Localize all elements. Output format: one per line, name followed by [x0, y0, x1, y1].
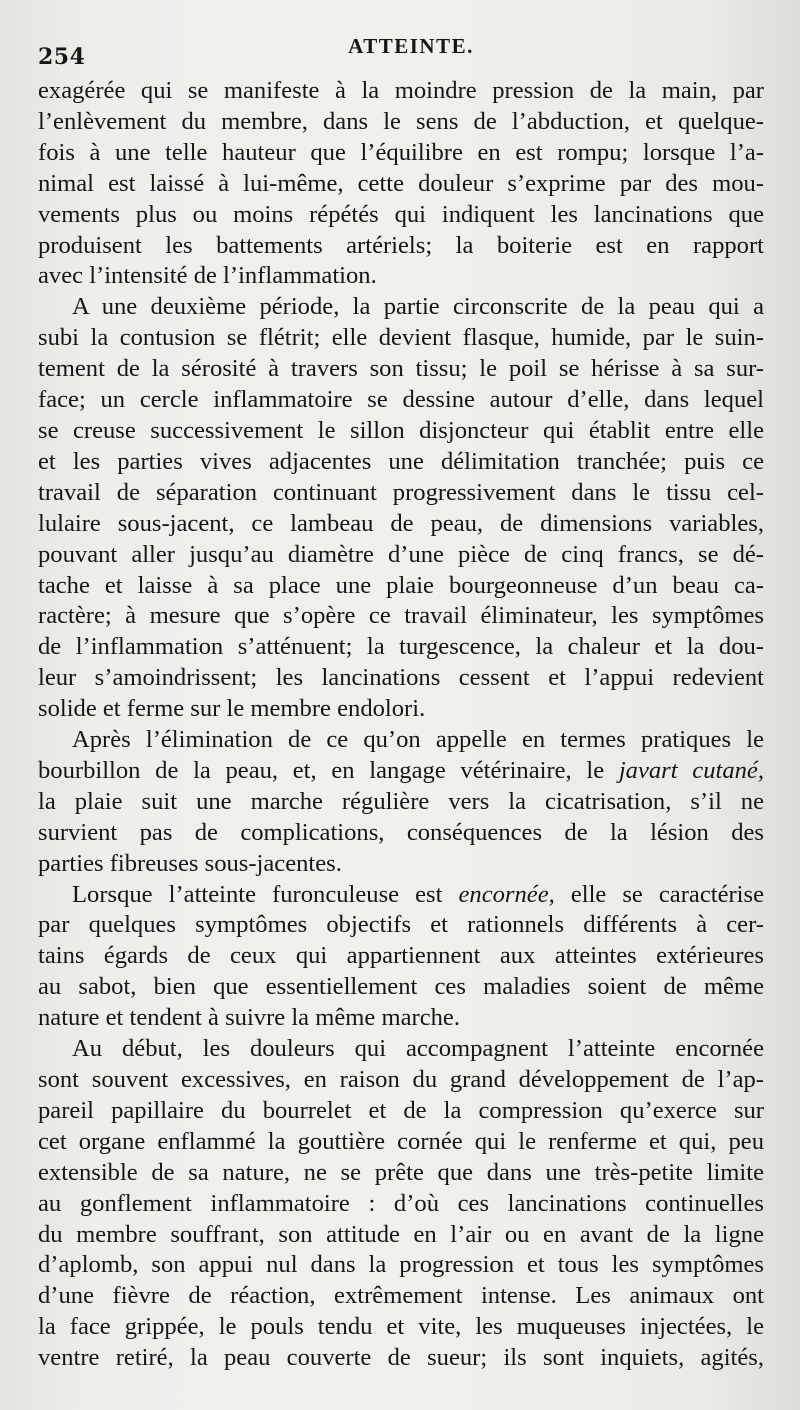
- body-text: [38, 76, 764, 1374]
- text-line: se creuse successivement le sillon disjoncteur qui établit entre elle: [38, 416, 764, 444]
- text-line: la plaie suit une marche régulière vers la cicatrisation, s’il ne: [38, 787, 764, 815]
- text-line: [38, 880, 764, 911]
- text-line: fois à une telle hauteur que l’équilibre en est rompu; lorsque l’a-: [38, 138, 764, 166]
- text-line: avec l’intensité de l’inflammation.: [38, 262, 377, 290]
- text-line: d’aplomb, son appui nul dans la progression et tous les symptômes: [38, 1251, 764, 1279]
- text-line: d’une fièvre de réaction, extrêmement intense. Les animaux ont: [38, 1282, 764, 1310]
- text-line: travail de séparation continuant progressivement dans le tissu cel-: [38, 478, 764, 506]
- italic-term: encornée,: [458, 880, 555, 908]
- text-run: Lorsque l’atteinte furonculeuse est: [72, 880, 459, 908]
- text-line: ractère; à mesure que s’opère ce travail éliminateur, les symptômes: [38, 602, 764, 630]
- page-number: 254: [38, 44, 86, 70]
- text-run: elle se caractérise: [554, 880, 764, 908]
- text-line: tement de la sérosité à travers son tissu; le poil se hérisse à sa sur-: [38, 355, 764, 383]
- text-line: exagérée qui se manifeste à la moindre pression de la main, par: [38, 77, 764, 104]
- paragraph-3: [38, 725, 764, 880]
- text-line: leur s’amoindrissent; les lancinations cessent et l’appui redevient: [38, 664, 764, 692]
- paragraph-1: [38, 76, 764, 292]
- text-line: solide et ferme sur le membre endolori.: [38, 695, 426, 723]
- text-line: extensible de sa nature, ne se prête que dans une très-petite limite: [38, 1158, 764, 1186]
- text-line: produisent les battements artériels; la boiterie est en rapport: [38, 231, 764, 259]
- text-line: tache et laisse à sa place une plaie bourgeonneuse d’un beau ca-: [38, 571, 764, 599]
- text-run: bourbillon de la peau, et, en langage vétérinaire, le: [38, 756, 619, 784]
- running-head: ATTEINTE.: [348, 34, 474, 58]
- text-line: face; un cercle inflammatoire se dessine autour d’elle, dans lequel: [38, 386, 764, 414]
- text-line: tains égards de ceux qui appartiennent aux atteintes extérieures: [38, 942, 764, 970]
- paragraph-5: [38, 1034, 764, 1374]
- text-line: pouvant aller jusqu’au diamètre d’une pièce de cinq francs, se dé-: [38, 540, 764, 568]
- text-line: l’enlèvement du membre, dans le sens de l’abduction, et quelque-: [38, 107, 764, 135]
- text-line: ventre retiré, la peau couverte de sueur; ils sont inquiets, agités,: [38, 1344, 764, 1372]
- paragraph-4: [38, 880, 764, 1035]
- text-line: survient pas de complications, conséquences de la lésion des: [38, 818, 764, 846]
- text-line: parties fibreuses sous-jacentes.: [38, 849, 342, 877]
- text-line: Au début, les douleurs qui accompagnent l’atteinte encornée: [72, 1035, 764, 1063]
- text-line: nature et tendent à suivre la même marche.: [38, 1004, 460, 1032]
- page-header: [38, 28, 760, 68]
- text-line: Après l’élimination de ce qu’on appelle en termes pratiques le: [72, 726, 764, 754]
- text-line: sont souvent excessives, en raison du grand développement de l’ap-: [38, 1066, 764, 1093]
- text-line: de l’inflammation s’atténuent; la turgescence, la chaleur et la dou-: [38, 633, 764, 661]
- text-line: subi la contusion se flétrit; elle devient flasque, humide, par le suin-: [38, 324, 764, 352]
- text-line: cet organe enflammé la gouttière cornée qui le renferme et qui, peu: [38, 1127, 764, 1155]
- text-line: [38, 756, 764, 787]
- text-line: au sabot, bien que essentiellement ces maladies soient de même: [38, 973, 764, 1001]
- text-line: A une deuxième période, la partie circonscrite de la peau qui a: [72, 293, 764, 321]
- text-line: vements plus ou moins répétés qui indiquent les lancinations que: [38, 200, 764, 228]
- text-line: du membre souffrant, son attitude en l’air ou en avant de la ligne: [38, 1220, 764, 1248]
- text-line: la face grippée, le pouls tendu et vite, les muqueuses injectées, le: [38, 1313, 764, 1341]
- text-line: nimal est laissé à lui-même, cette douleur s’exprime par des mou-: [38, 169, 764, 197]
- text-line: pareil papillaire du bourrelet et de la compression qu’exerce sur: [38, 1096, 764, 1124]
- paragraph-2: [38, 292, 764, 725]
- text-line: et les parties vives adjacentes une délimitation tranchée; puis ce: [38, 447, 764, 475]
- text-line: par quelques symptômes objectifs et rationnels différents à cer-: [38, 911, 764, 939]
- text-line: au gonflement inflammatoire : d’où ces lancinations continuelles: [38, 1189, 764, 1217]
- text-line: lulaire sous-jacent, ce lambeau de peau, de dimensions variables,: [38, 509, 764, 537]
- italic-term: javart cutané,: [618, 756, 764, 784]
